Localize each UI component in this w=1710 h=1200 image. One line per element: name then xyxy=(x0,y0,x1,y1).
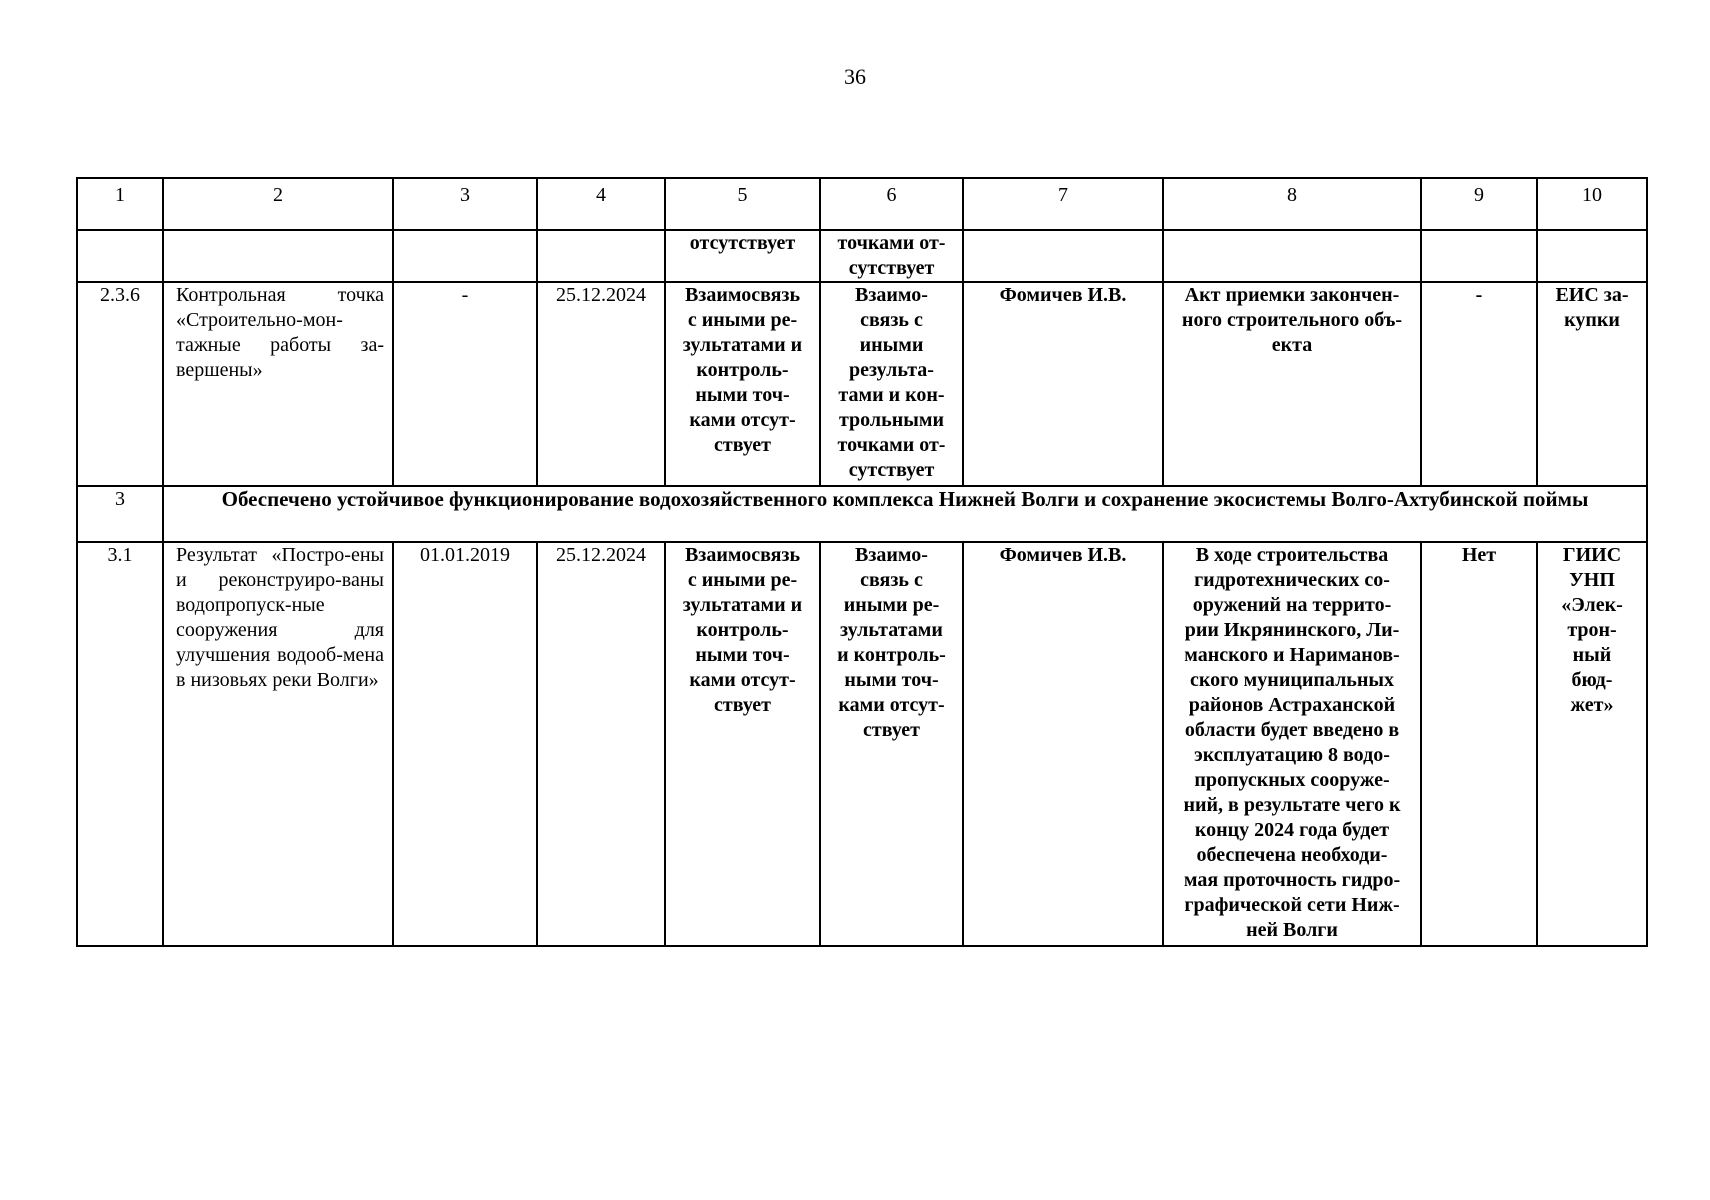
header-col-8: 8 xyxy=(1163,178,1421,230)
link-prev-cell: Взаимосвязь с иными ре- зультатами и контроль- ными точ- ками отсут- ствует xyxy=(665,542,820,946)
table-header-row xyxy=(77,178,1647,230)
header-col-10: 10 xyxy=(1537,178,1647,230)
info-system-cell: ГИИС УНП «Элек- трон- ный бюд- жет» xyxy=(1537,542,1647,946)
table-cell xyxy=(963,230,1163,282)
row-name-cell: Результат «Постро-ены и реконструиро-ваны водопропуск-ные сооружения для улучшения водооб-мена в низовьях реки Волги» xyxy=(163,542,393,946)
table-cell xyxy=(163,230,393,282)
responsible-cell: Фомичев И.В. xyxy=(963,542,1163,946)
row-name-cell: Контрольная точка «Строительно-мон-тажные работы за-вершены» xyxy=(163,282,393,486)
header-col-9: 9 xyxy=(1421,178,1537,230)
header-col-4: 4 xyxy=(537,178,665,230)
responsible-cell: Фомичев И.В. xyxy=(963,282,1163,486)
page-number: 36 xyxy=(844,64,866,89)
table-row-3-1 xyxy=(77,542,1647,946)
header-col-7: 7 xyxy=(963,178,1163,230)
start-date-cell: - xyxy=(393,282,537,486)
header-col-5: 5 xyxy=(665,178,820,230)
link-next-cell: Взаимо- связь с иными результа- тами и кон- трольными точками от- сутствует xyxy=(820,282,963,486)
link-next-cell: Взаимо- связь с иными ре- зультатами и контроль- ными точ- ками отсут- ствует xyxy=(820,542,963,946)
end-date-cell: 25.12.2024 xyxy=(537,282,665,486)
table-cell xyxy=(1163,230,1421,282)
row-number-cell: 2.3.6 xyxy=(77,282,163,486)
link-prev-cell: Взаимосвязь с иными ре- зультатами и контроль- ными точ- ками отсут- ствует xyxy=(665,282,820,486)
info-system-cell: ЕИС за- купки xyxy=(1537,282,1647,486)
header-col-2: 2 xyxy=(163,178,393,230)
continuation-col6-cell: точками от- сутствует xyxy=(820,230,963,282)
header-col-6: 6 xyxy=(820,178,963,230)
table-cell xyxy=(1421,230,1537,282)
continuation-row xyxy=(77,230,1647,282)
start-date-cell: 01.01.2019 xyxy=(393,542,537,946)
header-col-1: 1 xyxy=(77,178,163,230)
table-cell xyxy=(537,230,665,282)
table-cell xyxy=(77,230,163,282)
table-cell xyxy=(1537,230,1647,282)
continuation-col5-cell: отсутствует xyxy=(665,230,820,282)
section-row-3 xyxy=(77,486,1647,542)
table-cell xyxy=(393,230,537,282)
end-date-cell: 25.12.2024 xyxy=(537,542,665,946)
col9-cell: - xyxy=(1421,282,1537,486)
description-cell: Акт приемки закончен- ного строительного объ- екта xyxy=(1163,282,1421,486)
header-col-3: 3 xyxy=(393,178,537,230)
description-cell: В ходе строительства гидротехнических со- оружений на террито- рии Икрянинского, Ли- манского и Нариманов- ского муниципальных районов Астраханской области будет введено в эксплуатацию 8 водо- пропускных сооруже- ний, в результате чего к концу 2024 года будет обеспечена необходи- мая проточность гидро- графической сети Ниж- ней Волги xyxy=(1163,542,1421,946)
document-table xyxy=(76,177,1648,947)
table-row-2-3-6 xyxy=(77,282,1647,486)
section-title-cell: Обеспечено устойчивое функционирование водохозяйственного комплекса Нижней Волги и сохранение экосистемы Волго-Ахтубинской поймы xyxy=(163,486,1647,542)
section-number-cell: 3 xyxy=(77,486,163,542)
row-number-cell: 3.1 xyxy=(77,542,163,946)
col9-cell: Нет xyxy=(1421,542,1537,946)
